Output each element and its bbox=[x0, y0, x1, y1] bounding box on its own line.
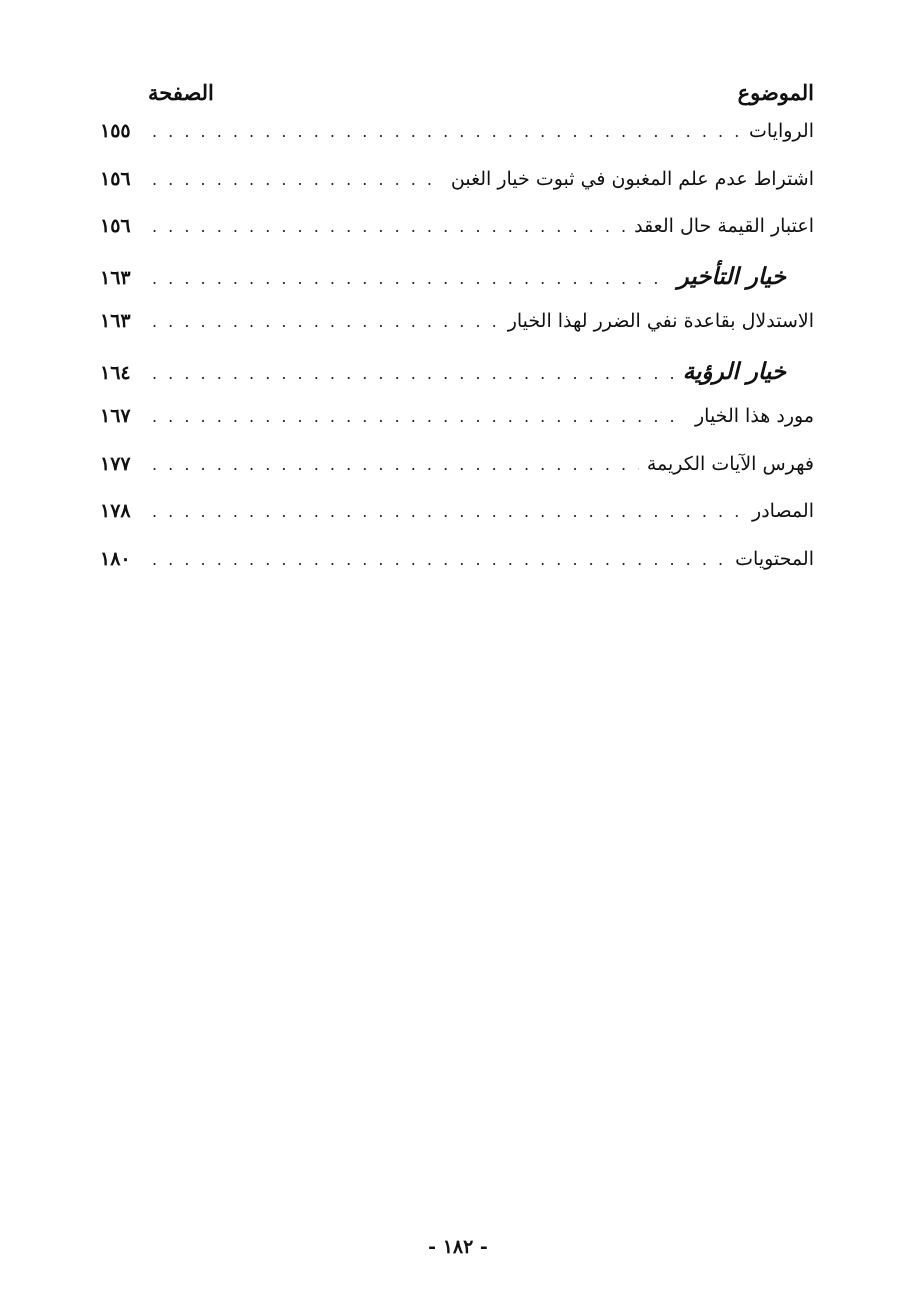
toc-section-entry bbox=[100, 358, 814, 406]
toc-entry-page: ١٦٣ bbox=[100, 310, 131, 332]
toc-entry bbox=[100, 453, 814, 501]
toc-section-title: خيار التأخير bbox=[677, 262, 786, 290]
toc-section-entry bbox=[100, 263, 814, 311]
dot-leader bbox=[152, 122, 741, 141]
toc-entry bbox=[100, 215, 814, 263]
dot-leader bbox=[152, 550, 727, 569]
toc-entry-page: ١٧٧ bbox=[100, 452, 131, 475]
toc-entry-title: المحتويات bbox=[735, 547, 814, 570]
toc-entry-page: ١٦٣ bbox=[100, 266, 131, 289]
toc-entry-title: الاستدلال بقاعدة نفي الضرر لهذا الخيار bbox=[507, 310, 814, 332]
toc-entry-title: فهرس الآيات الكريمة bbox=[646, 452, 814, 475]
toc-entry-page: ١٥٦ bbox=[100, 215, 131, 237]
toc-list bbox=[100, 120, 814, 595]
toc-entry-title: مورد هذا الخيار bbox=[694, 405, 814, 427]
dot-leader bbox=[152, 455, 639, 474]
toc-entry-title: اشتراط عدم علم المغبون في ثبوت خيار الغبن bbox=[450, 167, 814, 190]
toc-entry-page: ١٦٧ bbox=[100, 405, 131, 427]
dot-leader bbox=[152, 269, 670, 288]
page-column-heading: الصفحة bbox=[148, 80, 214, 105]
toc-entry bbox=[100, 500, 814, 548]
toc-entry bbox=[100, 310, 814, 358]
toc-entry-page: ١٦٤ bbox=[100, 361, 131, 384]
dot-leader bbox=[152, 312, 500, 331]
page-number-footer: - ١٨٢ - bbox=[428, 1236, 488, 1258]
toc-entry bbox=[100, 405, 814, 453]
dot-leader bbox=[152, 364, 675, 383]
toc-entry-page: ١٥٥ bbox=[100, 120, 131, 142]
dot-leader bbox=[152, 502, 744, 521]
toc-header bbox=[100, 80, 814, 120]
toc-entry bbox=[100, 548, 814, 596]
toc-entry bbox=[100, 168, 814, 216]
toc-entry-title: المصادر bbox=[752, 500, 814, 522]
dot-leader bbox=[152, 170, 443, 189]
dot-leader bbox=[152, 407, 687, 426]
toc-entry-page: ١٥٦ bbox=[100, 167, 131, 190]
toc-entry bbox=[100, 120, 814, 168]
topic-column-heading: الموضوع bbox=[737, 80, 814, 105]
toc-entry-title: اعتبار القيمة حال العقد bbox=[634, 215, 814, 237]
toc-entry-page: ١٧٨ bbox=[100, 500, 131, 522]
dot-leader bbox=[152, 217, 626, 236]
toc-entry-page: ١٨٠ bbox=[100, 547, 131, 570]
toc-entry-title: الروايات bbox=[749, 120, 814, 142]
toc-section-title: خيار الرؤية bbox=[682, 357, 786, 385]
table-of-contents-page bbox=[100, 80, 814, 595]
